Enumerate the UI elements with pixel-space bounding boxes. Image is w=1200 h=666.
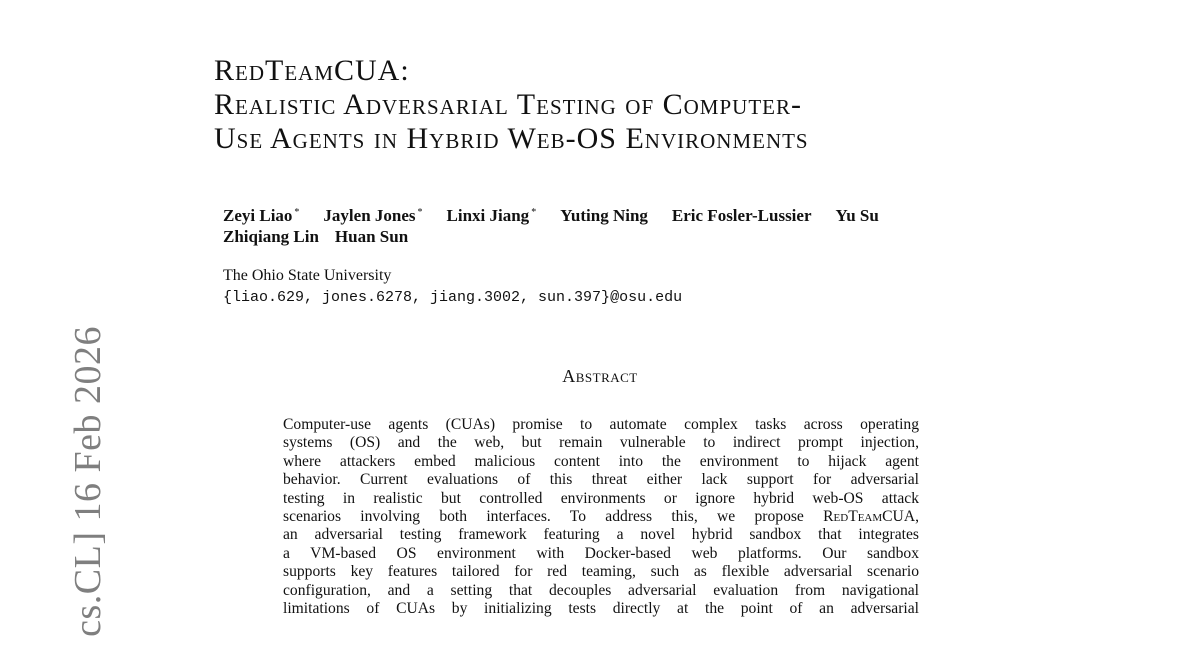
author-row-2 (223, 226, 1043, 247)
abstract-line: Computer-use agents (CUAs) promise to automate complex tasks across operating (283, 416, 919, 433)
abstract-line: testing in realistic but controlled environments or ignore hybrid web-OS attack (283, 489, 919, 507)
equal-contribution-mark: * (531, 207, 537, 218)
author-name-text: Zeyi Liao (223, 206, 293, 225)
abstract-line: configuration, and a setting that decouples adversarial evaluation from navigational (283, 581, 919, 599)
equal-contribution-mark: * (294, 207, 300, 218)
author-name (836, 206, 879, 225)
author-name-text: Zhiqiang Lin (223, 227, 319, 246)
author-emails: {liao.629, jones.6278, jiang.3002, sun.397}@osu.edu (223, 289, 683, 306)
author-name-text: Huan Sun (334, 227, 409, 246)
author-name (672, 206, 812, 225)
author-name (223, 227, 319, 246)
author-name-text: Yu Su (835, 206, 879, 225)
equal-contribution-mark: * (417, 207, 423, 218)
affiliation: The Ohio State University (223, 267, 392, 284)
abstract-line: a VM-based OS environment with Docker-based web platforms. Our sandbox (283, 544, 919, 562)
abstract-line: scenarios involving both interfaces. To address this, we propose RedTeamCUA, (283, 508, 919, 526)
author-name-text: Jaylen Jones (323, 206, 416, 225)
author-name (447, 206, 537, 225)
author-row-1 (223, 202, 1043, 226)
author-name (223, 206, 299, 225)
author-name (335, 227, 408, 246)
abstract-line: an adversarial testing framework featuring a novel hybrid sandbox that integrates (283, 526, 919, 544)
abstract-line: behavior. Current evaluations of this threat either lack support for adversarial (283, 471, 919, 489)
title-line-3: Use Agents in Hybrid Web-OS Environments (214, 122, 809, 155)
abstract-line: where attackers embed malicious content into the environment to hijack agent (283, 452, 919, 470)
arxiv-stamp-text: cs.CL] 16 Feb 2026 (67, 326, 109, 637)
title-line-1: RedTeamCUA: (214, 54, 410, 87)
title-line-2: Realistic Adversarial Testing of Computer- (214, 88, 802, 121)
author-name (560, 206, 648, 225)
author-name-text: Linxi Jiang (446, 206, 530, 225)
abstract-line: supports key features tailored for red teaming, such as flexible adversarial scenario (283, 563, 919, 581)
author-name-text: Yuting Ning (560, 206, 648, 225)
abstract-body (283, 416, 919, 618)
paper-title (214, 54, 1074, 156)
author-list (223, 202, 1043, 247)
abstract-heading: Abstract (562, 366, 638, 386)
abstract-line: systems (OS) and the web, but remain vulnerable to indirect prompt injection, (283, 434, 919, 452)
abstract-line: limitations of CUAs by initializing tests directly at the point of an adversarial (283, 600, 919, 618)
author-name-text: Eric Fosler-Lussier (671, 206, 812, 225)
author-name (323, 206, 422, 225)
